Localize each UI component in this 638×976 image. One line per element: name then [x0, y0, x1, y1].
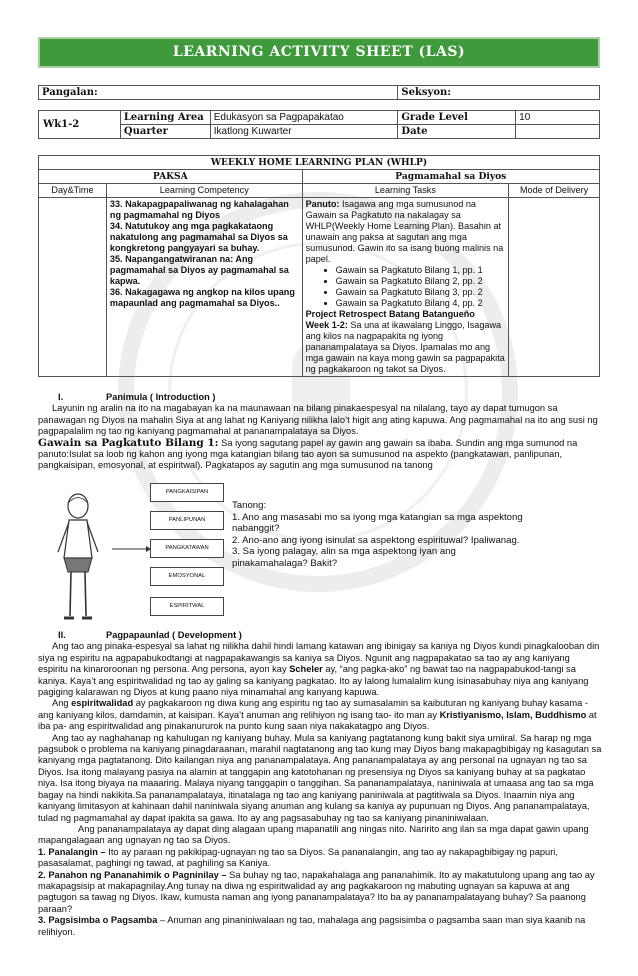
development-paragraph-1: Ang tao ang pinaka-espesyal sa lahat ng nilikha dahil hindi lamang katawan ang ibinigay sa kaniya ng Diyos kundi pinagkalooban din siya ng espiritu na agpapabukodtangi at nagpapakawangis sa kaniya sa Diyos. Ngunit ang nagpapakatao sa tao ay ang kaniyang espiritu na kinaroroonan ng persona. Ang persona, ayon kay Scheler ay, “ang pagka-ako” ng bawat tao na nagpapabukod-tangi sa kaniya. Kaya’t ang espiritwalidad ng tao ay galing sa kaniyang pagkatao. Ito ay lalong lumalalim kung isinasabuhay niya ang kaniyang pagiging kalarawan ng Diyos at kung paano niya minamahal ang kanyang kapuwa.: [38, 641, 600, 698]
list-item-pagsisimba: 3. Pagsisimba o Pagsamba – Anuman ang pinaniniwalaan ng tao, mahalaga ang pagsisimba o pagsamba saan man siya kaanib na relihiyon.: [38, 915, 586, 937]
student-figure-illustration: [50, 492, 106, 624]
quarter-value: Ikatlong Kuwarter: [210, 125, 398, 139]
introduction-section: [38, 392, 602, 472]
panuto-label: Panuto:: [305, 199, 340, 209]
tasks-cell: [302, 198, 509, 377]
student-info-table: [38, 85, 600, 139]
aspect-box: PANLIPUNAN: [150, 511, 224, 530]
week-task-label: Week 1-2:: [305, 320, 348, 330]
project-title: Project Retrospect Batang Batangueño: [305, 309, 475, 319]
paksa-value: Pagmamahal sa Diyos: [302, 170, 599, 184]
aspect-box: PANGKATAWAN: [150, 539, 224, 558]
tanong-label: Tanong:: [232, 500, 267, 511]
question-1: 1. Ano ang masasabi mo sa iyong mga katangian sa mga aspektong nabanggit?: [232, 511, 523, 535]
task-item: • Gawain sa Pagkatuto Bilang 4, pp. 2: [336, 298, 506, 309]
question-2: 2. Ano-ano ang iyong isinulat sa aspektong espirituwal? Ipaliwanag.: [232, 534, 520, 546]
pangalan-field[interactable]: Pangalan:: [39, 86, 398, 100]
page-title-banner: LEARNING ACTIVITY SHEET (LAS): [38, 37, 600, 68]
competency-cell: [106, 198, 302, 377]
development-heading: II. Pagpapaunlad ( Development ): [58, 630, 242, 640]
intro-paragraph: Layunin ng aralin na ito na magabayan ka na maunawaan na bilang pinakaespesyal na nilalang, tayo ay dapat tumugon sa panawagan ng Diyos na mahalin Siya at ang lahat ng Kaniyang nilikha lalo’t higit ang ating kapuwa. Ang pagmamahal na ito ang susi ng pagpapalalim ng tao ng kaniyang pagmamahal at pananampalataya sa Diyos.: [38, 403, 598, 437]
date-field[interactable]: [516, 125, 600, 139]
task-item: • Gawain sa Pagkatuto Bilang 3, pp. 2: [336, 287, 506, 298]
week-label: Wk1-2: [39, 111, 121, 139]
introduction-heading: I. Panimula ( Introduction ): [58, 392, 216, 402]
connector-arrows: [110, 493, 152, 623]
development-paragraph-3: Ang tao ay naghahanap ng kahulugan ng kaniyang buhay. Mula sa kaniyang pagtatanong kung bakit siya umiiral. Sa harap ng mga pagsubok o problema na kaniyang pinagdaraanan, marahil nagtatanong ang tao kung may Diyos bang makapagbibigay ng kasagutan sa kaniyang mga pagtatanong. Dito kailangan niya ang pananampalataya. Ang pananampalataya ay ang personal na ugnayan ng tao sa Diyos. Isa itong malayang pasiya na alamin at tanggapin ang katotohanan ng presensiya ng Diyos sa kaniyang buhay at sa pagkatao niya. Isa itong biyaya na maaaring. Malaya niyang tanggapin o tanggihan. Sa pananampalataya, naniniwala at umaasa ang tao sa mga bagay na hindi nakikita.Sa pananampalataya, itinatalaga ng tao ang kaniyang paniniwala at pagtitiwala sa Diyos. Inaamin niya ang kaniyang limitasyon at kahinaan dahil naniniwala siyang anuman ang kulang sa kaniya ay pupunuan ng Diyos. Ang pananampalataya, tulad ng pagmamahal ay dapat ipakita sa gawa. Ito ay ang pagsasabuhay ng tao sa kaniyang pinaniniwalaan.: [38, 732, 602, 823]
aspect-box: PANGKAISIPAN: [150, 483, 224, 502]
development-paragraph-4: Ang pananampalataya ay dapat ding alagaan upang mapanatili ang ningas nito. Naririto ang ilan sa mga dapat gawin upang mapangalagaan ang ugnayan ng tao sa Diyos.: [38, 823, 589, 846]
col-mode-of-delivery: Mode of Delivery: [509, 184, 600, 198]
grade-level-value: 10: [516, 111, 600, 125]
development-section: [38, 630, 602, 938]
col-learning-competency: Learning Competency: [106, 184, 302, 198]
competency-item: 33. Nakapagpapaliwanag ng kahalagahan ng pagmamahal ng Diyos: [109, 199, 289, 220]
week-task-text: Sa una at ikawalang Linggo, Isagawa ang kilos na nagpapakita ng iyong pananampalataya sa Diyos. Ipamalas mo ang mga gawain na kaya mong gawin sa pagpapakita ng pagkakaroon ng takot sa Diyos.: [305, 320, 505, 374]
gawain-1-instructions: Gawain sa Pagkatuto Bilang 1: Sa iyong sagutang papel ay gawin ang gawain sa ibaba. Sundin ang mga sumunod na panuto:Isulat sa loob ng kahon ang iyong mga katangian bilang tao ayon sa sumusunod na aspekto (pangkatawan, panlipunan, pangkaisipan, emosyonal, at espiritwal). Pagkatapos ay sagutin ang mga sumusunod na tanong: [38, 436, 578, 471]
task-item: • Gawain sa Pagkatuto Bilang 1, pp. 1: [336, 265, 506, 276]
col-day-time: Day&Time: [39, 184, 107, 198]
learning-area-value: Edukasyon sa Pagpapakatao: [210, 111, 398, 125]
day-time-cell: [39, 198, 107, 377]
list-item-panalangin: 1. Panalangin – Ito ay paraan ng pakikipag-ugnayan ng tao sa Diyos. Sa pananalangin, ang tao ay nakapagbibigay ng papuri, pasasalamat, paghingi ng tawad, at paghiling sa Kaniya.: [38, 846, 558, 869]
development-paragraph-2: Ang espiritwalidad ay pagkakaroon ng diwa kung ang espiritu ng tao ay sumasalamin sa kaibuturan ng kaniyang buhay kasama - ang kaniyang kilos, damdamin, at kaisipan. Kaya’t anuman ang relihiyon ng isang tao- ito man ay Kristiyanismo, Islam, Buddhismo at iba pa- ang espiritwalidad ang pinakanururok na punto kung saan niya nakakatagpo ang Diyos.: [38, 698, 597, 732]
aspect-box: EMOSYONAL: [150, 567, 224, 586]
quarter-label: Quarter: [120, 125, 210, 139]
date-label: Date: [398, 125, 516, 139]
col-learning-tasks: Learning Tasks: [302, 184, 509, 198]
seksyon-field[interactable]: Seksyon:: [398, 86, 600, 100]
whlp-title: WEEKLY HOME LEARNING PLAN (WHLP): [39, 156, 600, 170]
competency-item: 36. Nakagagawa ng angkop na kilos upang mapaunlad ang pagmamahal sa Diyos..: [109, 287, 295, 308]
panuto-text: Isagawa ang mga sumusunod na Gawain sa Pagkatuto na nakalagay sa WHLP(Weekly Home Learning Plan). Basahin at unawain ang paksa at sagutan ang mga sumusunod. Gawin ito sa isang buong malinis na papel.: [305, 199, 504, 264]
aspect-box: ESPIRITWAL: [150, 597, 224, 616]
list-item-pananahimik: 2. Panahon ng Pananahimik o Pagninilay – Sa buhay ng tao, napakahalaga ang pananahimik. Ito ay makatutulong upang ang tao ay makapagsisip at makapagnilay.Ang tunay na diwa ng espiritwalidad ay ang pagkakaroon ng mabuting ugnayan sa kapuwa at ang pagtugon sa tawag ng Diyos. Ikaw, kumusta naman ang iyong pananampalataya? Ito ba ay pananampalatayang buhay? Sa paanong paraan?: [38, 869, 595, 914]
learning-area-label: Learning Area: [120, 111, 210, 125]
whlp-table: [38, 155, 600, 377]
competency-item: 34. Natutukoy ang mga pagkakataong nakatulong ang pagmamahal sa Diyos sa kongkretong pangyayari sa buhay.: [109, 221, 288, 253]
question-3: 3. Sa iyong palagay, alin sa mga aspektong iyan ang pinakamahalaga? Bakit?: [232, 546, 456, 569]
grade-level-label: Grade Level: [398, 111, 516, 125]
tanong-questions: [232, 500, 532, 570]
competency-item: 35. Napangangatwiranan na: Ang pagmamahal sa Diyos ay pagmamahal sa kapwa.: [109, 254, 289, 286]
paksa-header: PAKSA: [39, 170, 303, 184]
mode-of-delivery-cell: [509, 198, 600, 377]
task-item: • Gawain sa Pagkatuto Bilang 2, pp. 2: [336, 276, 506, 287]
